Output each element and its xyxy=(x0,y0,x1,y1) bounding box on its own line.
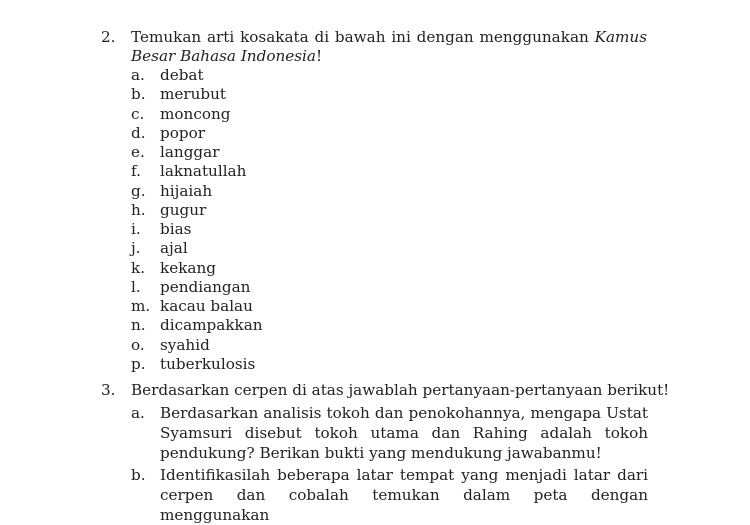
question-text: Berdasarkan cerpen di atas jawablah pertanyaan-pertanyaan berikut! xyxy=(131,381,670,399)
list-item xyxy=(131,259,216,278)
question-text: Temukan arti kosakata di bawah ini dengan menggunakan Kamus Besar Bahasa Indonesia! xyxy=(131,28,647,66)
question-number: 3. xyxy=(101,381,116,399)
item-word: langgar xyxy=(160,143,220,161)
list-item xyxy=(131,201,206,220)
item-letter: k. xyxy=(131,258,146,277)
item-word: merubut xyxy=(160,85,227,104)
item-letter: e. xyxy=(131,143,145,161)
subquestion-letter: a. xyxy=(131,404,145,422)
item-letter: p. xyxy=(131,354,146,373)
list-item xyxy=(131,162,246,181)
list-item xyxy=(131,297,253,316)
item-letter: j. xyxy=(131,239,141,258)
item-letter: h. xyxy=(131,200,146,219)
list-item xyxy=(131,355,255,374)
item-letter: c. xyxy=(131,104,145,123)
subquestion-a xyxy=(131,404,648,463)
item-word: popor xyxy=(160,123,205,142)
list-item xyxy=(131,85,226,104)
item-word: laknatullah xyxy=(160,162,247,181)
item-letter: a. xyxy=(131,66,145,84)
item-word: kacau balau xyxy=(160,297,253,315)
subquestion-b xyxy=(131,466,648,525)
subquestion-text: Identifikasilah beberapa latar tempat yang menjadi latar dari cerpen dan cobalah temukan dalam peta dengan menggunakan xyxy=(160,466,648,524)
item-word: tuberkulosis xyxy=(160,354,256,373)
item-letter: l. xyxy=(131,277,141,296)
item-letter: n. xyxy=(131,316,146,335)
list-item xyxy=(131,182,212,201)
list-item xyxy=(131,124,205,143)
item-letter: d. xyxy=(131,123,146,142)
list-item xyxy=(131,66,204,85)
item-letter: i. xyxy=(131,220,141,238)
kbbi-title: Kamus Besar Bahasa Indonesia xyxy=(131,28,647,66)
question-number: 2. xyxy=(101,28,116,46)
item-word: dicampakkan xyxy=(160,316,263,335)
list-item xyxy=(131,220,191,239)
item-word: pendiangan xyxy=(160,277,251,296)
item-letter: f. xyxy=(131,162,141,181)
item-word: syahid xyxy=(160,335,210,354)
list-item xyxy=(131,143,219,162)
item-letter: g. xyxy=(131,181,146,200)
subquestion-text: Berdasarkan analisis tokoh dan penokohannya, mengapa Ustat Syamsuri disebut tokoh utama dan Rahing adalah tokoh pendukung? Berikan bukti yang mendukung jawabanmu! xyxy=(160,404,648,462)
item-word: moncong xyxy=(160,104,231,123)
item-letter: m. xyxy=(131,297,151,315)
item-letter: b. xyxy=(131,85,146,104)
subquestion-letter: b. xyxy=(131,466,146,484)
list-item xyxy=(131,239,188,258)
item-word: hijaiah xyxy=(160,181,213,200)
list-item xyxy=(131,105,230,124)
item-word: debat xyxy=(160,66,204,84)
item-word: ajal xyxy=(160,239,188,258)
item-word: kekang xyxy=(160,258,216,277)
list-item xyxy=(131,316,263,335)
item-word: bias xyxy=(160,220,192,238)
list-item xyxy=(131,278,250,297)
item-letter: o. xyxy=(131,335,145,354)
item-word: gugur xyxy=(160,200,207,219)
list-item xyxy=(131,336,210,355)
